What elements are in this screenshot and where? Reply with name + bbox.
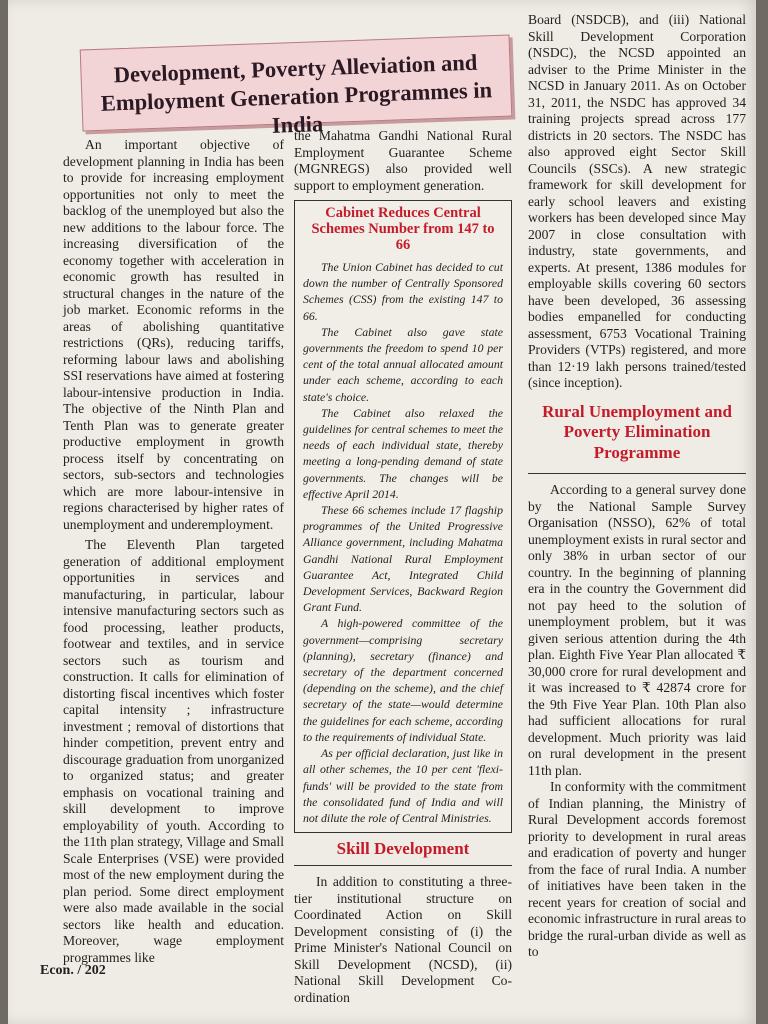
sidebar-paragraph: The Union Cabinet has decided to cut down the number of Centrally Sponsored Schemes (CSS) from the existing 147 to 66. [303,260,503,323]
sidebar-paragraph: These 66 schemes include 17 flagship programmes of the United Progressive Alliance government, including Mahatma Gandhi National Rural Employment Guarantee Act, Integrated Child Development Services, Backward Region Grant Fund. [303,503,503,615]
middle-column [294,128,512,1006]
right-paragraph-3: In conformity with the commitment of Indian planning, the Ministry of Rural Development accords foremost priority to development in rural areas and eradication of poverty and hunger from the face of rural India. A number of initiatives have been taken in the recent years for creation of social and economic infrastructure in rural areas to bridge the rural-urban divide as well as to [528,779,746,959]
middle-lead-paragraph: the Mahatma Gandhi National Rural Employment Guarantee Scheme (MGNREGS) also provided well support to employment generation. [294,128,512,193]
right-paragraph-1: Board (NSDCB), and (iii) National Skill Development Corporation (NSDC), the NCSD appointed an adviser to the Prime Minister in the NCSD in January 2011. As on October 31, 2011, the NSDC has approved 34 training projects spread across 177 districts in 20 sectors. The NSDC has also approved eight Sector Skill Councils (SSCs). A new strategic framework for skill development for early school leavers and existing workers has been developed since May 2007 in close consultation with industry, state governments, and experts. At present, 1386 modules for employable skills covering 60 sectors have been developed, 36 assessing bodies empanelled for conducting assessment, 6753 Vocational Training Providers (VTPs) registered, and more than 12·19 lakh persons trained/tested (since inception). [528,12,746,390]
right-column [528,12,746,961]
left-paragraph-2: The Eleventh Plan targeted generation of additional employment opportunities in services and manufacturing, in particular, labour intensive manufacturing sectors such as food processing, leather products, footwear and textiles, and in service sectors such as tourism and construction. It calls for elimination of distorting fiscal incentives which foster capital intensity ; infrastructure investment ; removal of distortions that hinder competition, prevent entry and discourage graduation from unorganized to organized status; and greater emphasis on vocational training and skill development to improve employability of youth. According to the 11th plan strategy, Village and Small Scale Enterprises (VSE) were provided most of the new employment during the plan period. Some direct employment were also made available in the social sectors like health and education. Moreover, wage employment programmes like [63,537,284,965]
skill-paragraph-1: In addition to constituting a three-tier institutional structure on Coordinated Action on Skill Development consisting of (i) the Prime Minister's National Council on Skill Development (NCSD), (ii) National Skill Development Co-ordination [294,874,512,1005]
skill-development-heading: Skill Development [294,839,512,866]
right-paragraph-2: According to a general survey done by the National Sample Survey Organisation (NSSO), 62% of total unemployment exists in rural sector and only 38% in urban sector of our country. In the beginning of planning era in the country the Government did not pay heed to the solution of unemployment problem, but it was given serious attention during the 4th plan. Eighth Five Year Plan allocated ₹ 30,000 crore for rural development and it was increased to ₹ 42874 crore for the 9th Five Year Plan. 10th Plan also had sufficient allocations for rural development. Much priority was laid on rural development in the present 11th plan. [528,482,746,778]
sidebar-paragraph: A high-powered committee of the government—comprising secretary (planning), secretary (finance) and secretary of the department concerned (depending on the scheme), and the chief secretary of the state—would determine the guidelines for each scheme, according to the requirements of individual State. [303,616,503,744]
sidebar-paragraph: As per official declaration, just like in all other schemes, the 10 per cent 'flexi-funds' will be provided to the state from the consolidated fund of India and will not dilute the role of Central Ministries. [303,746,503,825]
rural-unemployment-heading: Rural Unemployment and Poverty Elimination Programme [528,402,746,475]
sidebar-title: Cabinet Reduces Central Schemes Number from 147 to 66 [311,205,495,253]
page-footer-label: Econ. / 202 [40,963,106,978]
sidebar-paragraph: The Cabinet also gave state governments the freedom to spend 10 per cent of the total annual allocated amount under each scheme, according to each state's choice. [303,324,503,404]
article-title-banner [80,35,513,138]
cabinet-sidebar-box [294,200,512,833]
book-page [8,0,756,1024]
left-paragraph-1: An important objective of development planning in India has been to provide for increasing employment opportunities not only to meet the backlog of the unemployed but also the new additions to the labour force. The increasing diversification of the economy together with acceleration in economic growth has resulted in structural changes in the nature of the job market. Economic reforms in the areas of abolishing quantitative restrictions (QRs), reducing tariffs, reforming labour laws and abolishing SSI reservations have aimed at fostering labour-intensive production in India. The objective of the Ninth Plan and Tenth Plan was to generate greater productive employment in growth process itself by concentrating on sectors, sub-sectors and technologies which are more labour-intensive in regions characterised by higher rates of unemployment and underemployment. [63,137,284,532]
left-column [63,137,284,966]
sidebar-paragraph: The Cabinet also relaxed the guidelines for central schemes to meet the needs of each individual state, thereby meeting a long-pending demand of state governments. The changes will be effective April 2014. [303,405,503,501]
article-title: Development, Poverty Alleviation and Employment Generation Programmes in India [100,49,493,138]
